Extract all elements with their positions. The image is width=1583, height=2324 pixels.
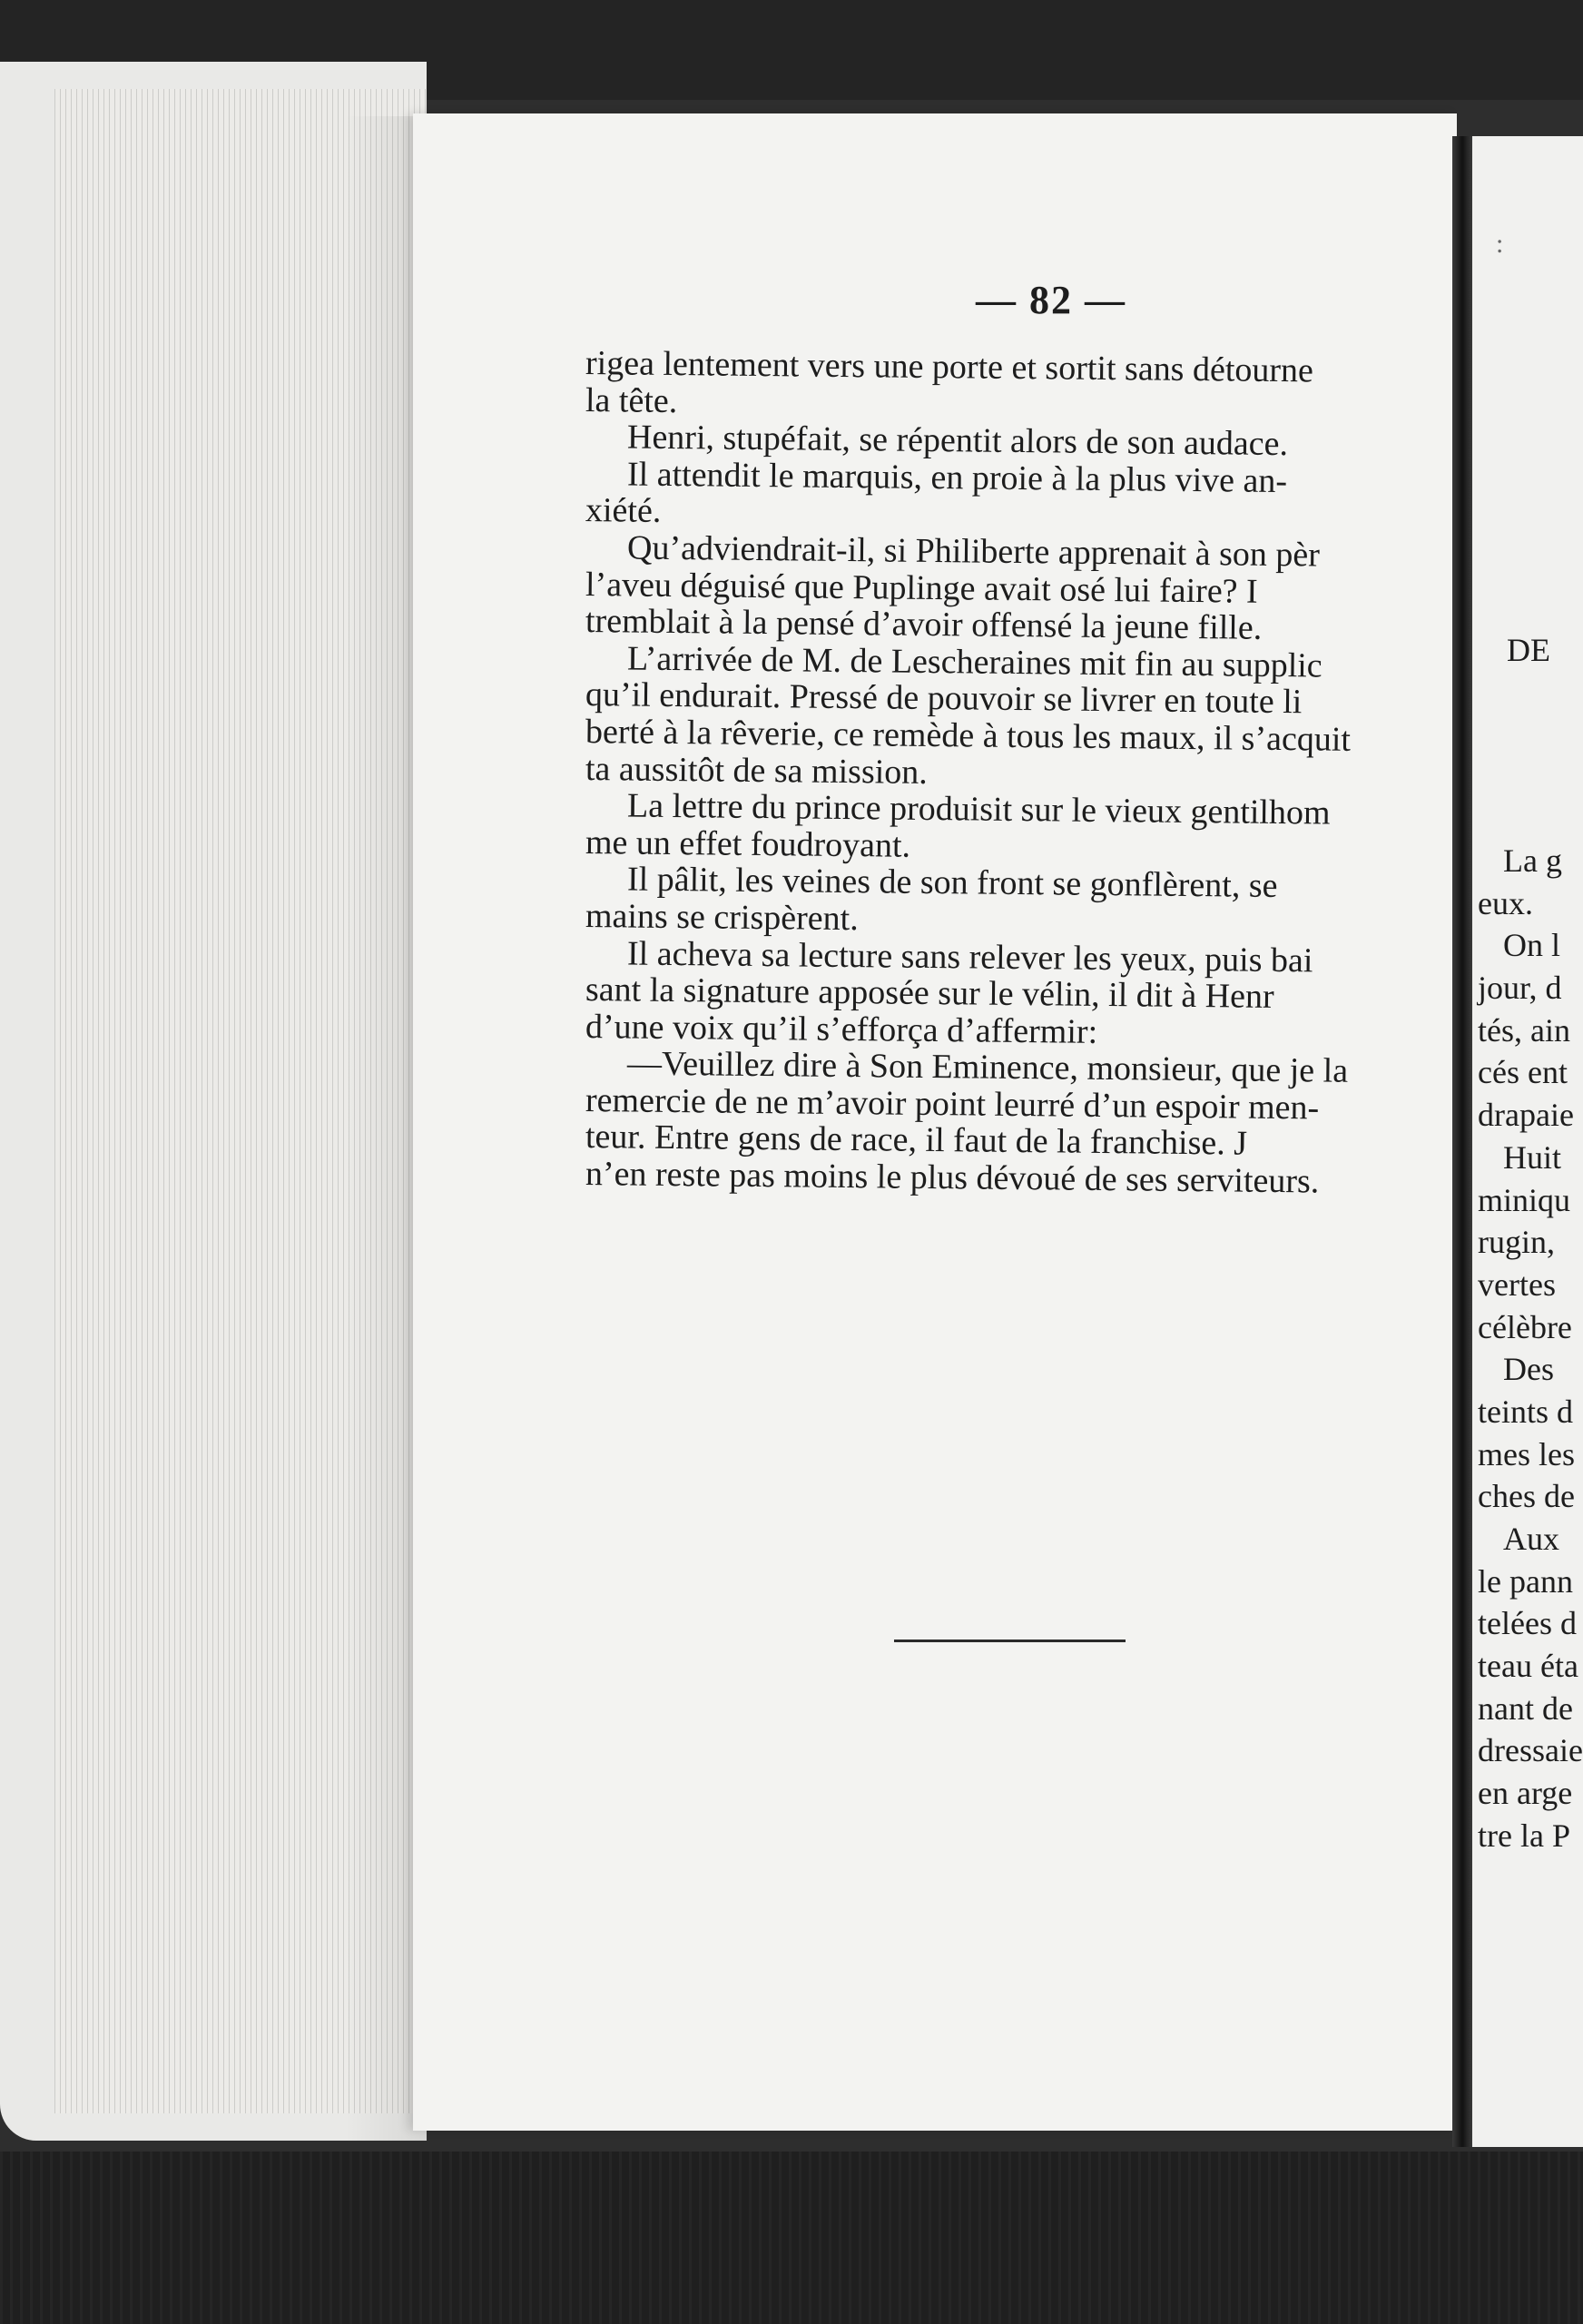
text-line: Il pâlit, les veines de son front se gonflèrent, se [626,860,1278,906]
next-page-text-line: nant de [1478,1689,1573,1727]
next-page-text-line: La g [1503,842,1562,879]
text-line: rigea lentement vers une porte et sortit sans détourne [585,344,1314,390]
page-text [585,344,1493,1201]
text-line: qu’il endurait. Pressé de pouvoir se livrer en toute li [585,675,1303,722]
next-page-text-line: Des [1503,1351,1554,1388]
text-line: xiété. [585,491,662,531]
next-page-text-line: tre la P [1478,1817,1570,1854]
text-line: l’aveu déguisé que Puplinge avait osé lui faire? I [585,565,1258,611]
page-stack-edges [0,62,427,2141]
gutter-mark: : [1496,229,1504,259]
next-page-text-line: drapaie [1478,1097,1574,1134]
next-page-text-line: Huit [1503,1138,1562,1176]
text-line: Henri, stupéfait, se répentit alors de son audace. [626,418,1289,464]
text-line: Il attendit le marquis, en proie à la plus vive an- [626,455,1288,500]
text-line: mains se crispèrent. [585,896,859,939]
text-line: sant la signature apposée sur le vélin, il dit à Henr [585,970,1274,1017]
text-line: me un effet foudroyant. [585,822,911,865]
text-line: Il acheva sa lecture sans relever les yeux, puis bai [626,933,1313,980]
next-page-text-line: en arge [1478,1775,1573,1812]
text-line: tremblait à la pensé d’avoir offensé la jeune fille. [585,602,1263,647]
next-page-text-line: miniqu [1478,1181,1571,1218]
next-page-text-line: ches de [1478,1478,1575,1515]
text-line: d’une voix qu’il s’efforça d’affermir: [585,1007,1098,1051]
text-line: ta aussitôt de sa mission. [585,749,929,792]
text-line: Qu’adviendrait-il, si Philiberte apprenait à son pèr [626,528,1321,575]
text-line: La lettre du prince produisit sur le vieux gentilhom [626,786,1331,832]
text-line: teur. Entre gens de race, il faut de la franchise. J [585,1118,1248,1164]
page-number: — 82 — [976,278,1126,322]
next-page-text-line: jour, d [1478,970,1562,1007]
text-line: n’en reste pas moins le plus dévoué de ses serviteurs. [585,1155,1320,1201]
next-page-text-line: Aux [1503,1521,1559,1557]
text-line: remercie de ne m’avoir point leurré d’un espoir men- [585,1080,1320,1128]
text-line: —Veuillez dire à Son Eminence, monsieur, que je la [626,1044,1349,1091]
text-line: la tête. [585,380,678,420]
next-page-text-line: cés ent [1478,1054,1568,1091]
next-page-text-line: dressaie [1478,1732,1583,1769]
next-page-text-line: vertes [1478,1265,1556,1303]
next-page-text-line: célèbre [1478,1308,1572,1345]
section-end-rule [894,1640,1126,1642]
next-page-text-line: On l [1503,927,1560,964]
next-page-text-line: tés, ain [1478,1011,1570,1049]
text-line: L’arrivée de M. de Lescheraines mit fin au supplic [626,639,1322,685]
next-page-text-line: telées d [1478,1605,1577,1642]
next-page-text-line: teau éta [1478,1648,1578,1685]
next-page-text-line: le pann [1478,1562,1573,1600]
next-page-text-line: mes les [1478,1435,1575,1472]
scan-noise [0,2152,1583,2324]
next-page-text [1478,840,1583,1857]
next-page-text-line: teints d [1478,1393,1573,1430]
text-line: berté à la rêverie, ce remède à tous les maux, il s’acquit [585,712,1352,759]
next-page-text-line: rugin, [1478,1224,1555,1261]
next-page-heading: DE [1507,632,1550,668]
next-page-text-line: eux. [1478,884,1533,921]
